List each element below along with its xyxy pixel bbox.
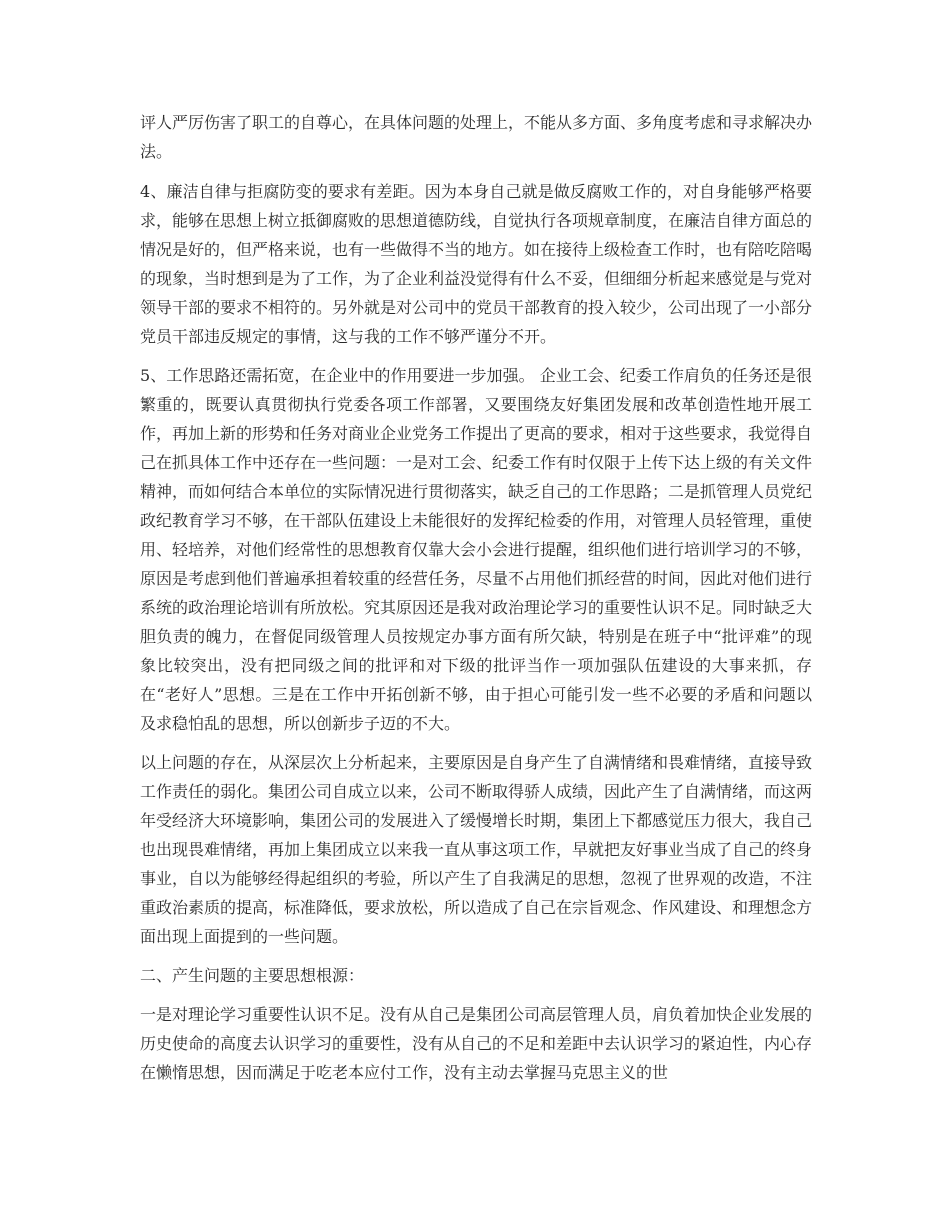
paragraph-continuation: 评人严厉伤害了职工的自尊心，在具体问题的处理上，不能从多方面、多角度考虑和寻求解决办法。 bbox=[140, 113, 813, 161]
section-heading-ideological-roots: 二、产生问题的主要思想根源： bbox=[140, 966, 365, 985]
paragraph-root-cause-analysis: 以上问题的存在，从深层次上分析起来，主要原因是自身产生了自满情绪和畏难情绪，直接导致工作责任的弱化。集团公司自成立以来，公司不断取得骄人成绩，因此产生了自满情绪，而这两年受经济大环境影响，集团公司的发展进入了缓慢增长时期，集团上下都感觉压力很大，我自己也出现畏难情绪，再加上集团成立以来我一直从事这项工作，早就把友好事业当成了自己的终身事业，自以为能够经得起组织的考验，所以产生了自我满足的思想，忽视了世界观的改造，不注重政治素质的提高，标准降低，要求放松，所以造成了自己在宗旨观念、作风建设、和理想念方面出现上面提到的一些问题。 bbox=[140, 753, 813, 946]
paragraph-theory-study: 一是对理论学习重要性认识不足。没有从自己是集团公司高层管理人员，肩负着加快企业发展的历史使命的高度去认识学习的重要性，没有从自己的不足和差距中去认识学习的紧迫性，内心存在懒惰思想，因而满足于吃老本应付工作，没有主动去掌握马克思主义的世 bbox=[140, 1005, 813, 1082]
paragraph-work-thinking: 5、工作思路还需拓宽，在企业中的作用要进一步加强。 企业工会、纪委工作肩负的任务还是很繁重的，既要认真贯彻执行党委各项工作部署，又要围绕友好集团发展和改革创造性地开展工作，再加上新的形势和任务对商业企业党务工作提出了更高的要求，相对于这些要求，我觉得自己在抓具体工作中还存在一些问题：一是对工会、纪委工作有时仅限于上传下达上级的有关文件精神，而如何结合本单位的实际情况进行贯彻落实，缺乏自己的工作思路；二是抓管理人员党纪政纪教育学习不够，在干部队伍建设上未能很好的发挥纪检委的作用，对管理人员轻管理，重使用、轻培养，对他们经常性的思想教育仅靠大会小会进行提醒，组织他们进行培训学习的不够，原因是考虑到他们普遍承担着较重的经营任务，尽量不占用他们抓经营的时间，因此对他们进行系统的政治理论培训有所放松。究其原因还是我对政治理论学习的重要性认识不足。同时缺乏大胆负责的魄力，在督促同级管理人员按规定办事方面有所欠缺，特别是在班子中“批评难”的现象比较突出，没有把同级之间的批评和对下级的批评当作一项加强队伍建设的大事来抓，存在“老好人”思想。三是在工作中开拓创新不够，由于担心可能引发一些不必要的矛盾和问题以及求稳怕乱的思想，所以创新步子迈的不大。 bbox=[140, 366, 813, 733]
document-page bbox=[140, 108, 812, 1097]
paragraph-integrity-self-discipline: 4、廉洁自律与拒腐防变的要求有差距。因为本身自己就是做反腐败工作的，对自身能够严格要求，能够在思想上树立抵御腐败的思想道德防线，自觉执行各项规章制度，在廉洁自律方面总的情况是好的，但严格来说，也有一些做得不当的地方。如在接待上级检查工作时，也有陪吃陪喝的现象，当时想到是为了工作，为了企业利益没觉得有什么不妥，但细细分析起来感觉是与党对领导干部的要求不相符的。另外就是对公司中的党员干部教育的投入较少，公司出现了一小部分党员干部违反规定的事情，这与我的工作不够严谨分不开。 bbox=[140, 182, 813, 346]
